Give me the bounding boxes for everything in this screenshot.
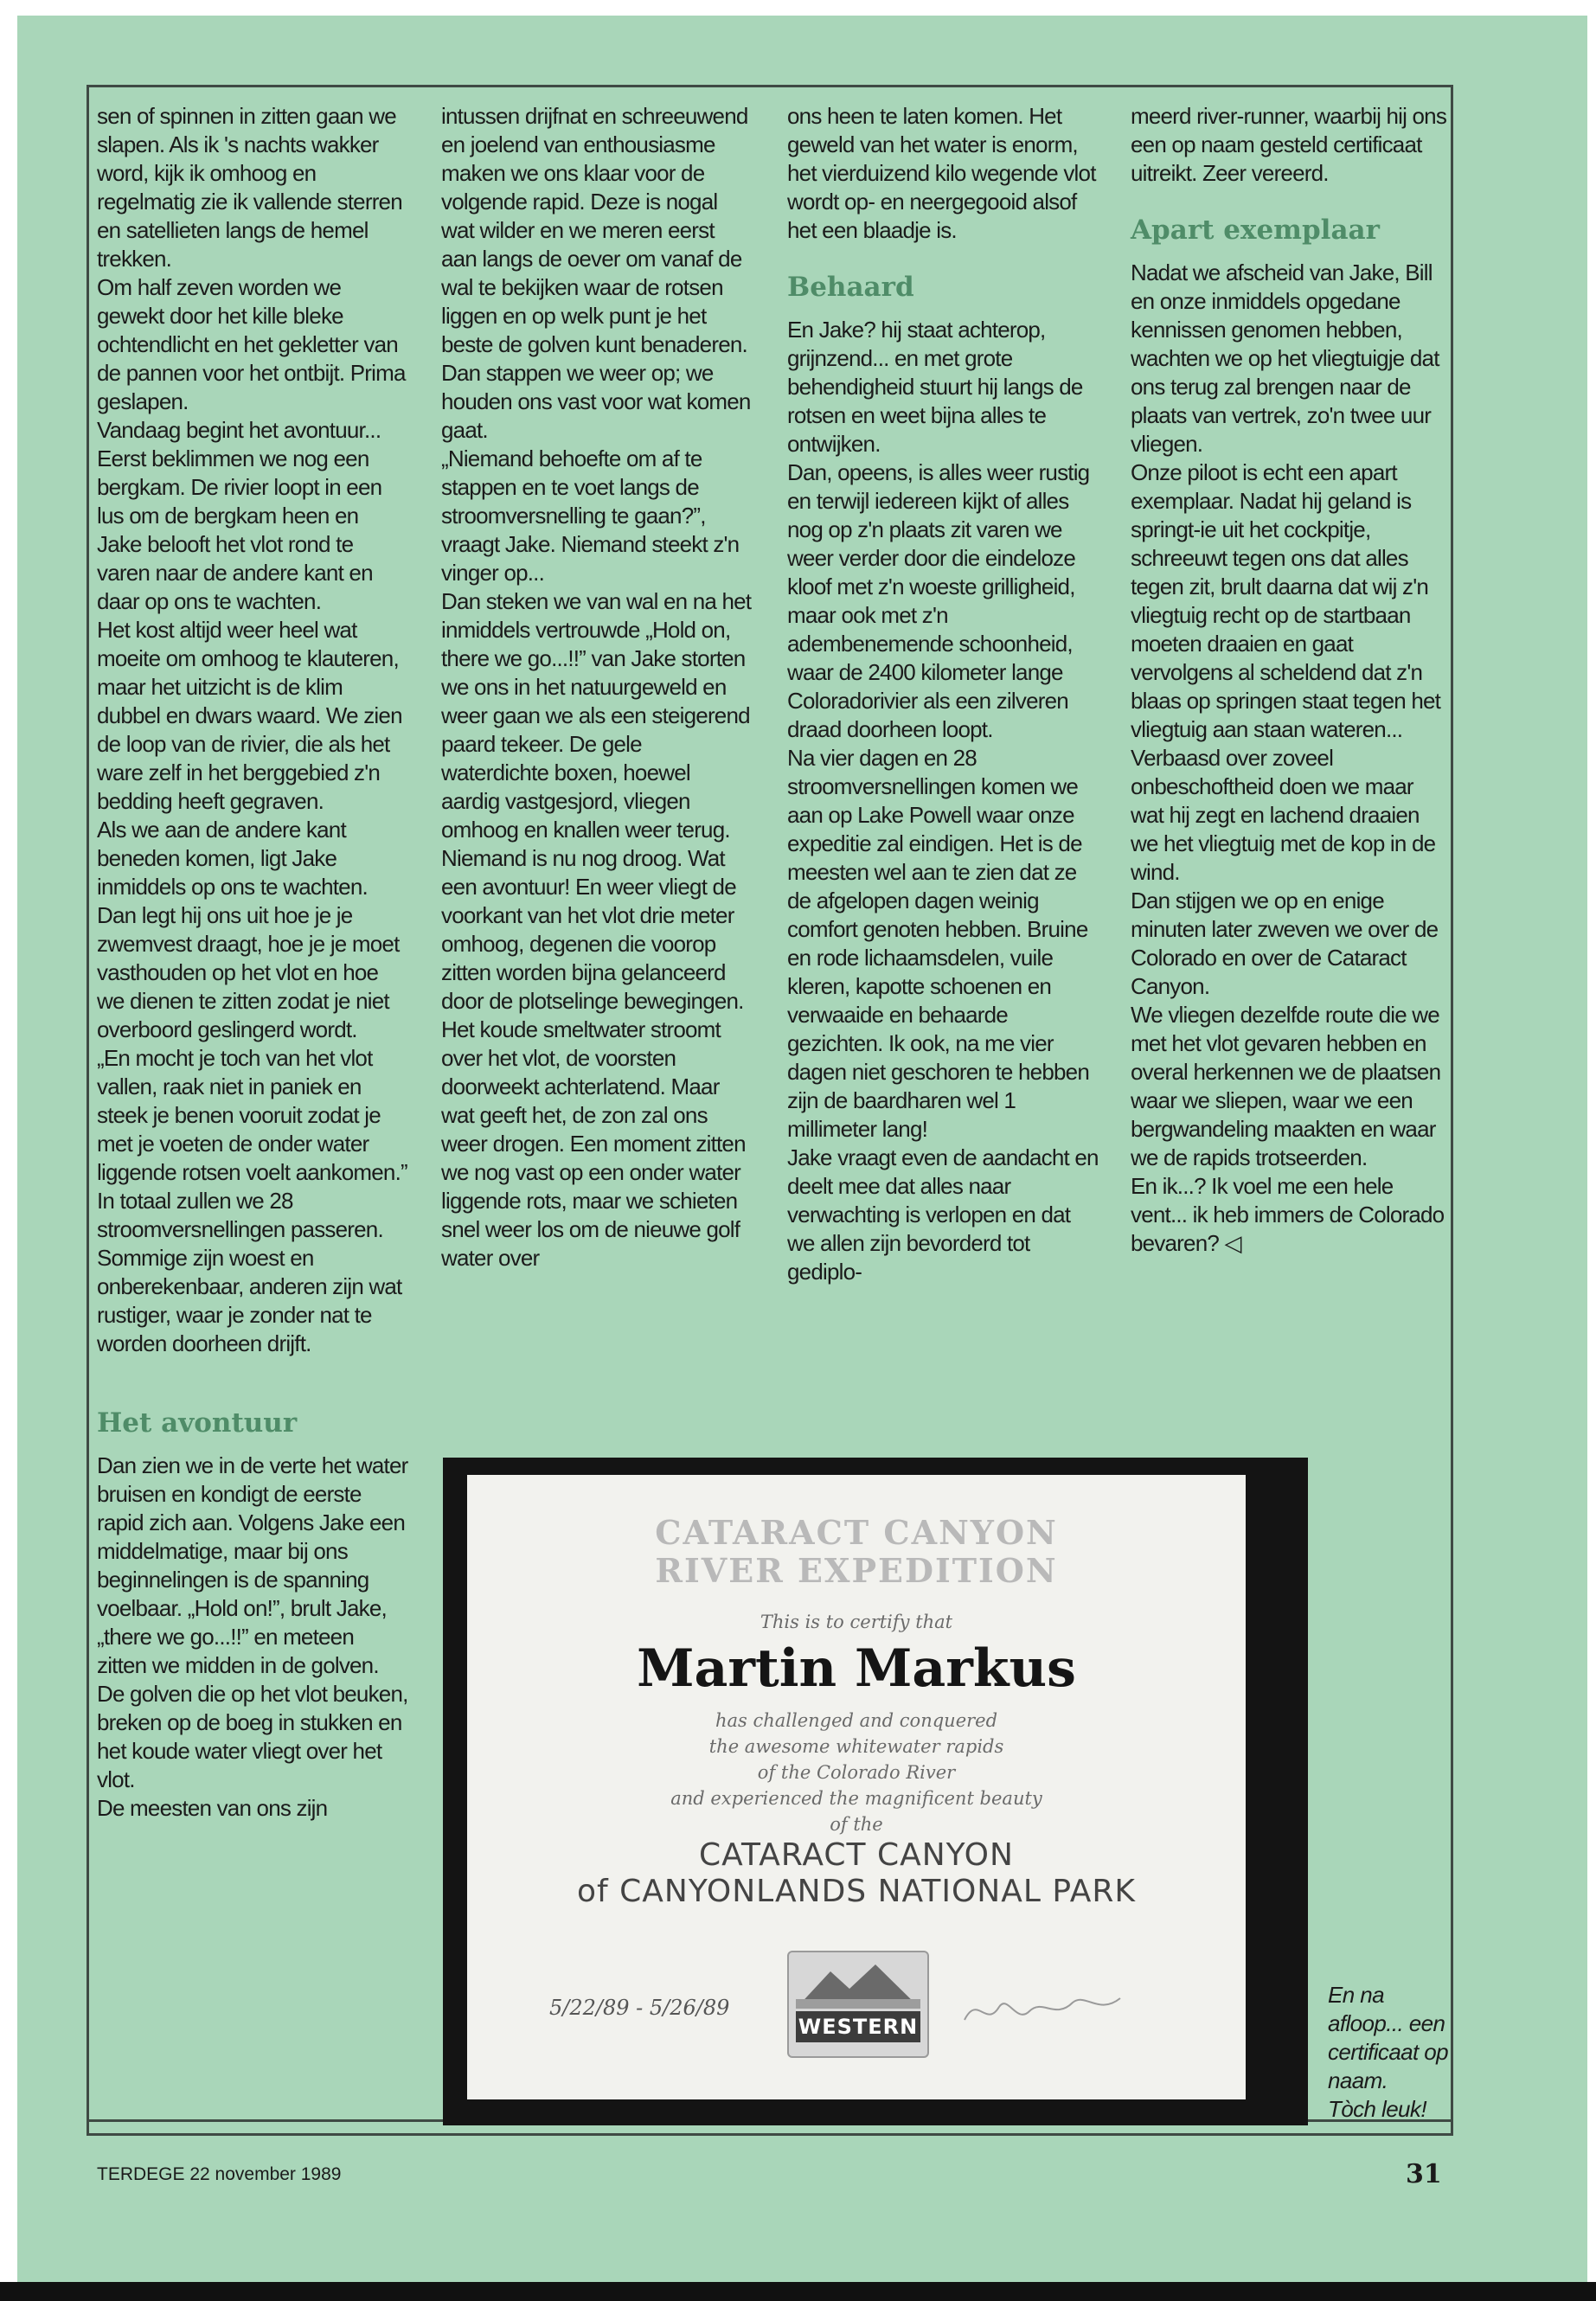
paragraph: In totaal zullen we 28 stroomversnellingen passeren. Sommige zijn woest en onberekenbaar, anderen zijn wat rustiger, waar je zonder nat te worden doorheen drijft. [97, 1188, 402, 1356]
certificate-text: the awesome whitewater rapids [708, 1736, 1004, 1757]
certificate-text: of the [830, 1814, 883, 1835]
paragraph: Als we aan de andere kant beneden komen, ligt Jake inmiddels op ons te wachten. Dan legt hij ons uit hoe je je zwemvest draagt, hoe je je moet vasthouden op het vlot en hoe we dienen te zitten zodat je niet overboord geslingerd wordt. [97, 817, 400, 1042]
paragraph: Dan stijgen we op en enige minuten later zweven we over de Colorado en over de Cataract Canyon. [1131, 888, 1439, 999]
western-river-expeditions-logo [787, 1951, 929, 2058]
paragraph: Na vier dagen en 28 stroomversnellingen komen we aan op Lake Powell waar onze expeditie zal eindigen. Het is de meesten wel aan te zien dat ze de afgelopen dagen weinig comfort genoten hebben. Bruine en rode lichaamsdelen, vuile kleren, kapotte schoenen en verwaaide en behaarde gezichten. Ik ook, na me vier dagen niet geschoren te hebben zijn de baardharen wel 1 millimeter lang! [787, 745, 1089, 1142]
publication-info: TERDEGE 22 november 1989 [97, 2164, 342, 2184]
paragraph: ons heen te laten komen. Het geweld van het water is enorm, het vierduizend kilo wegende vlot wordt op- en neergegooid alsof het een blaadje is. [787, 103, 1096, 243]
certificate-text: and experienced the magnificent beauty [670, 1788, 1042, 1809]
paragraph: Nadat we afscheid van Jake, Bill en onze inmiddels opgedane kennissen genomen hebben, wachten we op het vliegtuigje dat ons terug zal brengen naar de plaats van vertrek, zo'n twee uur vliegen. [1131, 260, 1439, 457]
certificate-footer [467, 1942, 1246, 2063]
paragraph: Dan, opeens, is alles weer rustig en terwijl iedereen kijkt of alles nog op z'n plaats zit varen we weer verder door die eindeloze kloof met z'n woeste grilligheid, maar ook met z'n adembenemende schoonheid, waar de 2400 kilometer lange Coloradorivier als een zilveren draad doorheen loopt. [787, 459, 1090, 742]
certificate-text: of the Colorado River [757, 1762, 956, 1783]
article-column-3 [787, 102, 1099, 1286]
paragraph: „Niemand behoefte om af te stappen en te voet langs de stroomversnelling te gaan?”, vraagt Jake. Niemand steekt z'n vinger op... [441, 445, 740, 586]
photo-caption [1328, 1981, 1458, 2124]
certificate-dates: 5/22/89 - 5/26/89 [549, 1996, 730, 2020]
paragraph: Vandaag begint het avontuur... Eerst beklimmen we nog een bergkam. De rivier loopt in een lus om de bergkam heen en Jake belooft het vlot rond te varen naar de andere kant en daar op ons te wachten. [97, 417, 382, 614]
paragraph: Dan steken we van wal en na het inmiddels vertrouwde „Hold on, there we go...!!” van Jake storten we ons in het natuurgeweld en weer gaan we als een steigerend paard tekeer. De gele waterdichte boxen, hoewel aardig vastgesjord, vliegen omhoog en knallen weer terug. Niemand is nu nog droog. Wat een avontuur! En weer vliegt de voorkant van het vlot drie meter omhoog, degenen die voorop zitten worden bijna gelanceerd door de plotselinge bewegingen. [441, 588, 752, 1014]
paragraph: Het koude smeltwater stroomt over het vlot, de voorsten doorweekt achterlatend. Maar wat geeft het, de zon zal ons weer drogen. Een moment zitten we nog vast op een onder water liggende rots, maar we schieten snel weer los om de nieuwe golf water over [441, 1016, 746, 1271]
page-number: 31 [1406, 2159, 1442, 2189]
certificate [467, 1475, 1246, 2099]
paragraph: En ik...? Ik voel me een hele vent... ik heb immers de Colorado bevaren? ◁ [1131, 1173, 1445, 1256]
paragraph: Onze piloot is echt een apart exemplaar. Nadat hij geland is springt-ie uit het cockpitje, schreeuwt tegen ons dat alles tegen zit, brult daarna dat wij z'n vliegtuig recht op de startbaan moeten draaien en gaat vervolgens al scheldend dat z'n blaas op springen staat tegen het vliegtuig aan staan wateren... [1131, 459, 1441, 742]
signature [960, 1977, 1125, 2037]
paragraph: sen of spinnen in zitten gaan we slapen. Als ik 's nachts wakker word, kijk ik omhoog en regelmatig zie ik vallende sterren en satellieten langs de hemel trekken. [97, 103, 402, 272]
subheading-het-avontuur: Het avontuur [97, 1407, 298, 1439]
mountain-icon [796, 1961, 920, 2009]
certificate-heading-line: CATARACT CANYON [655, 1513, 1058, 1552]
subheading-behaard: Behaard [787, 272, 914, 303]
certificate-photo [443, 1458, 1308, 2125]
subheading-apart-exemplaar: Apart exemplaar [1131, 215, 1380, 246]
paragraph: Het kost altijd weer heel wat moeite om omhoog te klauteren, maar het uitzicht is de klim dubbel en dwars waard. We zien de loop van de rivier, die als het ware zelf in het berggebied z'n bedding heeft gegraven. [97, 617, 402, 814]
certificate-recipient-name: Martin Markus [637, 1638, 1076, 1699]
caption-text: Tòch leuk! [1328, 2096, 1426, 2122]
certificate-heading-line: RIVER EXPEDITION [655, 1551, 1058, 1590]
logo-text: WESTERN [796, 2011, 920, 2042]
certificate-park: CATARACT CANYON [699, 1837, 1014, 1873]
article-column-4 [1131, 102, 1451, 1258]
paragraph: We vliegen dezelfde route die we met het vlot gevaren hebben en overal herkennen we de plaatsen waar we sliepen, waar we een bergwandeling maakten en waar we de rapids trotseerden. [1131, 1002, 1441, 1170]
paragraph: De meesten van ons zijn [97, 1795, 328, 1821]
certificate-park: of CANYONLANDS NATIONAL PARK [577, 1874, 1136, 1909]
paragraph: En Jake? hij staat achterop, grijnzend... en met grote behendigheid stuurt hij langs de rotsen en weet bijna alles te ontwijken. [787, 317, 1083, 457]
scan-margin-top [0, 0, 1596, 16]
scan-edge-bottom [0, 2282, 1596, 2301]
certificate-heading [467, 1514, 1246, 1590]
paragraph: „En mocht je toch van het vlot vallen, raak niet in paniek en steek je benen vooruit zodat je met je voeten de onder water liggende rotsen voelt aankomen.” [97, 1045, 407, 1185]
caption-text: En na afloop... een certificaat op naam. [1328, 1982, 1449, 2093]
article-column-2 [441, 102, 753, 1272]
paragraph: intussen drijfnat en schreeuwend en joelend van enthousiasme maken we ons klaar voor de volgende rapid. Deze is nogal wat wilder en we meren eerst aan langs de oever om vanaf de wal te bekijken waar de rotsen liggen en op welk punt je het beste de golven kunt benaderen. Dan stappen we weer op; we houden ons vast voor wat komen gaat. [441, 103, 751, 443]
certificate-text: has challenged and conquered [715, 1710, 998, 1731]
certificate-text: This is to certify that [760, 1612, 953, 1632]
paragraph: Jake vraagt even de aandacht en deelt mee dat alles naar verwachting is verlopen en dat we allen zijn bevorderd tot gediplo- [787, 1144, 1099, 1285]
paragraph: Verbaasd over zoveel onbeschoftheid doen we maar wat hij zegt en lachend draaien we het vliegtuig met de kop in de wind. [1131, 745, 1436, 885]
paragraph: Om half zeven worden we gewekt door het kille bleke ochtendlicht en het gekletter van de pannen voor het ontbijt. Prima geslapen. [97, 274, 406, 414]
paragraph: meerd river-runner, waarbij hij ons een op naam gesteld certificaat uitreikt. Zeer vereerd. [1131, 103, 1447, 186]
article-column-1 [97, 102, 408, 1823]
paragraph: Dan zien we in de verte het water bruisen en kondigt de eerste rapid zich aan. Volgens Jake een middelmatige, maar bij ons beginnelingen is de spanning voelbaar. „Hold on!”, brult Jake, „there we go...!!” en meteen zitten we midden in de golven. De golven die op het vlot beuken, breken op de boeg in stukken en het koude water vliegt over het vlot. [97, 1452, 408, 1792]
